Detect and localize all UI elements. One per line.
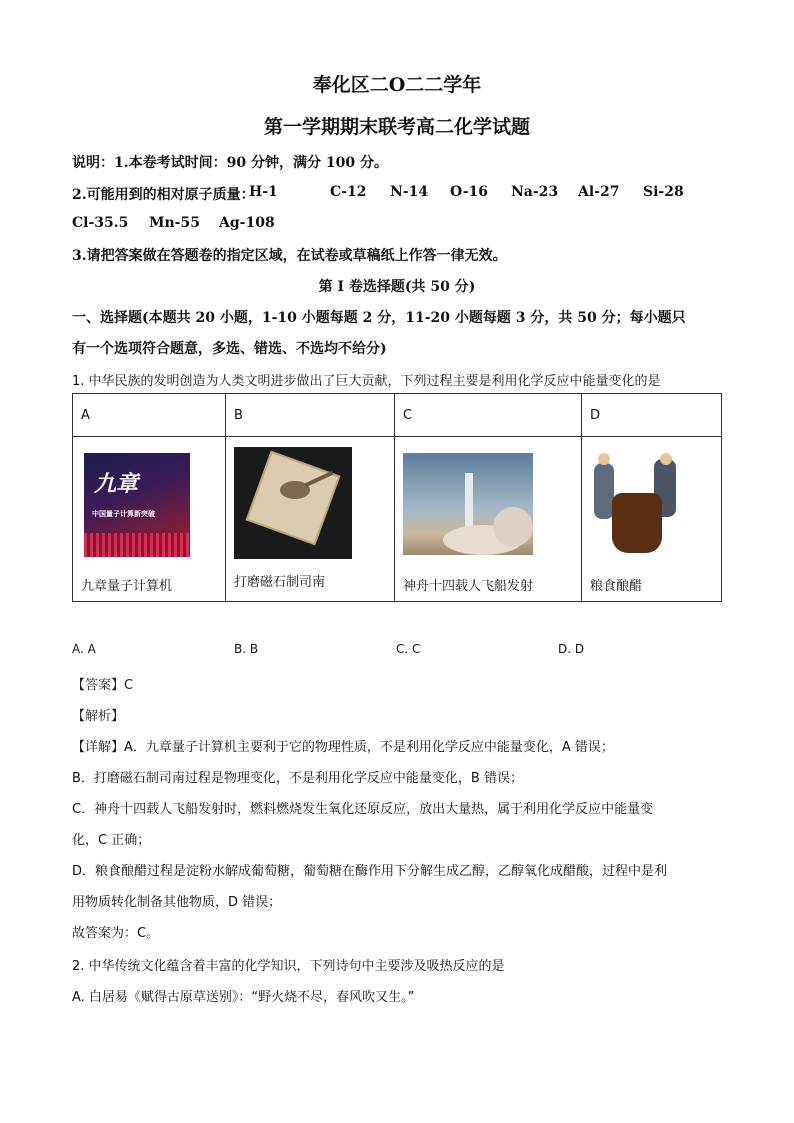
- q1-image-d: [590, 453, 713, 557]
- q1-stem: 1. 中华民族的发明创造为人类文明进步做出了巨大贡献，下列过程主要是利用化学反应中能量变化的是: [72, 374, 661, 389]
- q1-caption-a: 九章量子计算机: [81, 579, 173, 594]
- q1-header-c: C: [395, 394, 582, 437]
- section-intro-1: 一、选择题(本题共 20 小题，1-10 小题每题 2 分，11-20 小题每题 3 分，共 50 分；每小题只: [72, 310, 686, 326]
- q1-cell-a: [73, 437, 226, 602]
- q1-caption-c: 神舟十四载人飞船发射: [403, 579, 534, 594]
- brewing-vat: [612, 493, 662, 553]
- q1-cell-c: [395, 437, 582, 602]
- exam-title-line1: 奉化区二O二二学年: [312, 74, 482, 96]
- q1-choice-c: C. C: [396, 642, 421, 656]
- q1-answer: 【答案】C: [72, 678, 134, 693]
- q1-options-table: [72, 393, 722, 602]
- q1-detail-4: 化，C 正确；: [72, 833, 151, 848]
- worker-left-head: [598, 453, 610, 465]
- q1-detail-6: 用物质转化制备其他物质，D 错误；: [72, 895, 282, 910]
- mass-o: O-16: [450, 184, 489, 200]
- q1-detail-3: C．神舟十四载人飞船发射时，燃料燃烧发生氧化还原反应，放出大量热，属于利用化学反应中能量变: [72, 802, 654, 817]
- image-a-crowd: [84, 533, 190, 557]
- q1-cell-d: [582, 437, 722, 602]
- mass-h: H-1: [249, 184, 278, 200]
- q1-detail-5: D．粮食酿醋过程是淀粉水解成葡萄糖，葡萄糖在酶作用下分解生成乙醇，乙醇氧化成醋酸，过程中是利: [72, 864, 668, 879]
- note-1: 说明：1.本卷考试时间：90 分钟，满分 100 分。: [72, 155, 388, 171]
- worker-right-head: [660, 453, 672, 465]
- mass-mn: Mn-55: [149, 215, 200, 231]
- q1-detail-7: 故答案为：C。: [72, 926, 160, 941]
- mass-na: Na-23: [511, 184, 559, 200]
- q1-caption-d: 粮食酿醋: [590, 579, 643, 594]
- q1-image-a: [84, 453, 217, 557]
- q1-header-b: B: [226, 394, 395, 437]
- mass-c: C-12: [330, 184, 367, 200]
- q1-choice-b: B. B: [234, 642, 259, 656]
- q1-image-b: [234, 447, 386, 557]
- section-intro-2: 有一个选项符合题意，多选、错选、不选均不给分): [72, 341, 387, 357]
- image-a-subtitle: 中国量子计算新突破: [92, 510, 155, 518]
- vinegar-brewing-image: [590, 453, 686, 557]
- q1-header-a: A: [73, 394, 226, 437]
- section-heading: 第 I 卷选择题(共 50 分): [318, 279, 476, 295]
- mass-al: Al-27: [578, 184, 620, 200]
- note-3: 3.请把答案做在答题卷的指定区域，在试卷或草稿纸上作答一律无效。: [72, 248, 507, 264]
- mass-ag: Ag-108: [219, 215, 275, 231]
- note-2-label: 2.可能用到的相对原子质量：: [72, 187, 255, 203]
- q2-option-a: A. 白居易《赋得古原草送别》：“野火烧不尽，春风吹又生。”: [72, 990, 415, 1005]
- q1-detail-2: B．打磨磁石制司南过程是物理变化，不是利用化学反应中能量变化，B 错误；: [72, 771, 523, 786]
- q1-cell-b: [226, 437, 395, 602]
- mass-cl: Cl-35.5: [72, 215, 129, 231]
- image-a-title: 九章: [94, 472, 139, 497]
- rocket-smoke-cloud: [493, 507, 533, 547]
- q1-choice-a: A. A: [72, 642, 96, 656]
- q1-caption-b: 打磨磁石制司南: [234, 575, 326, 590]
- q1-analysis-label: 【解析】: [72, 709, 125, 724]
- compass-sinan-image: [234, 447, 352, 559]
- exam-title-line2: 第一学期期末联考高二化学试题: [263, 116, 530, 138]
- q1-choice-d: D. D: [558, 642, 585, 656]
- mass-n: N-14: [390, 184, 429, 200]
- rocket-launch-image: [403, 453, 533, 555]
- q1-image-c: [403, 453, 573, 557]
- q1-detail-1: 【详解】A．九章量子计算机主要利于它的物理性质，不是利用化学反应中能量变化，A 错误；: [72, 740, 614, 755]
- q2-stem: 2. 中华传统文化蕴含着丰富的化学知识，下列诗句中主要涉及吸热反应的是: [72, 959, 505, 974]
- mass-si: Si-28: [643, 184, 684, 200]
- worker-left: [594, 463, 614, 519]
- quantum-computer-image: [84, 453, 190, 557]
- q1-header-d: D: [582, 394, 722, 437]
